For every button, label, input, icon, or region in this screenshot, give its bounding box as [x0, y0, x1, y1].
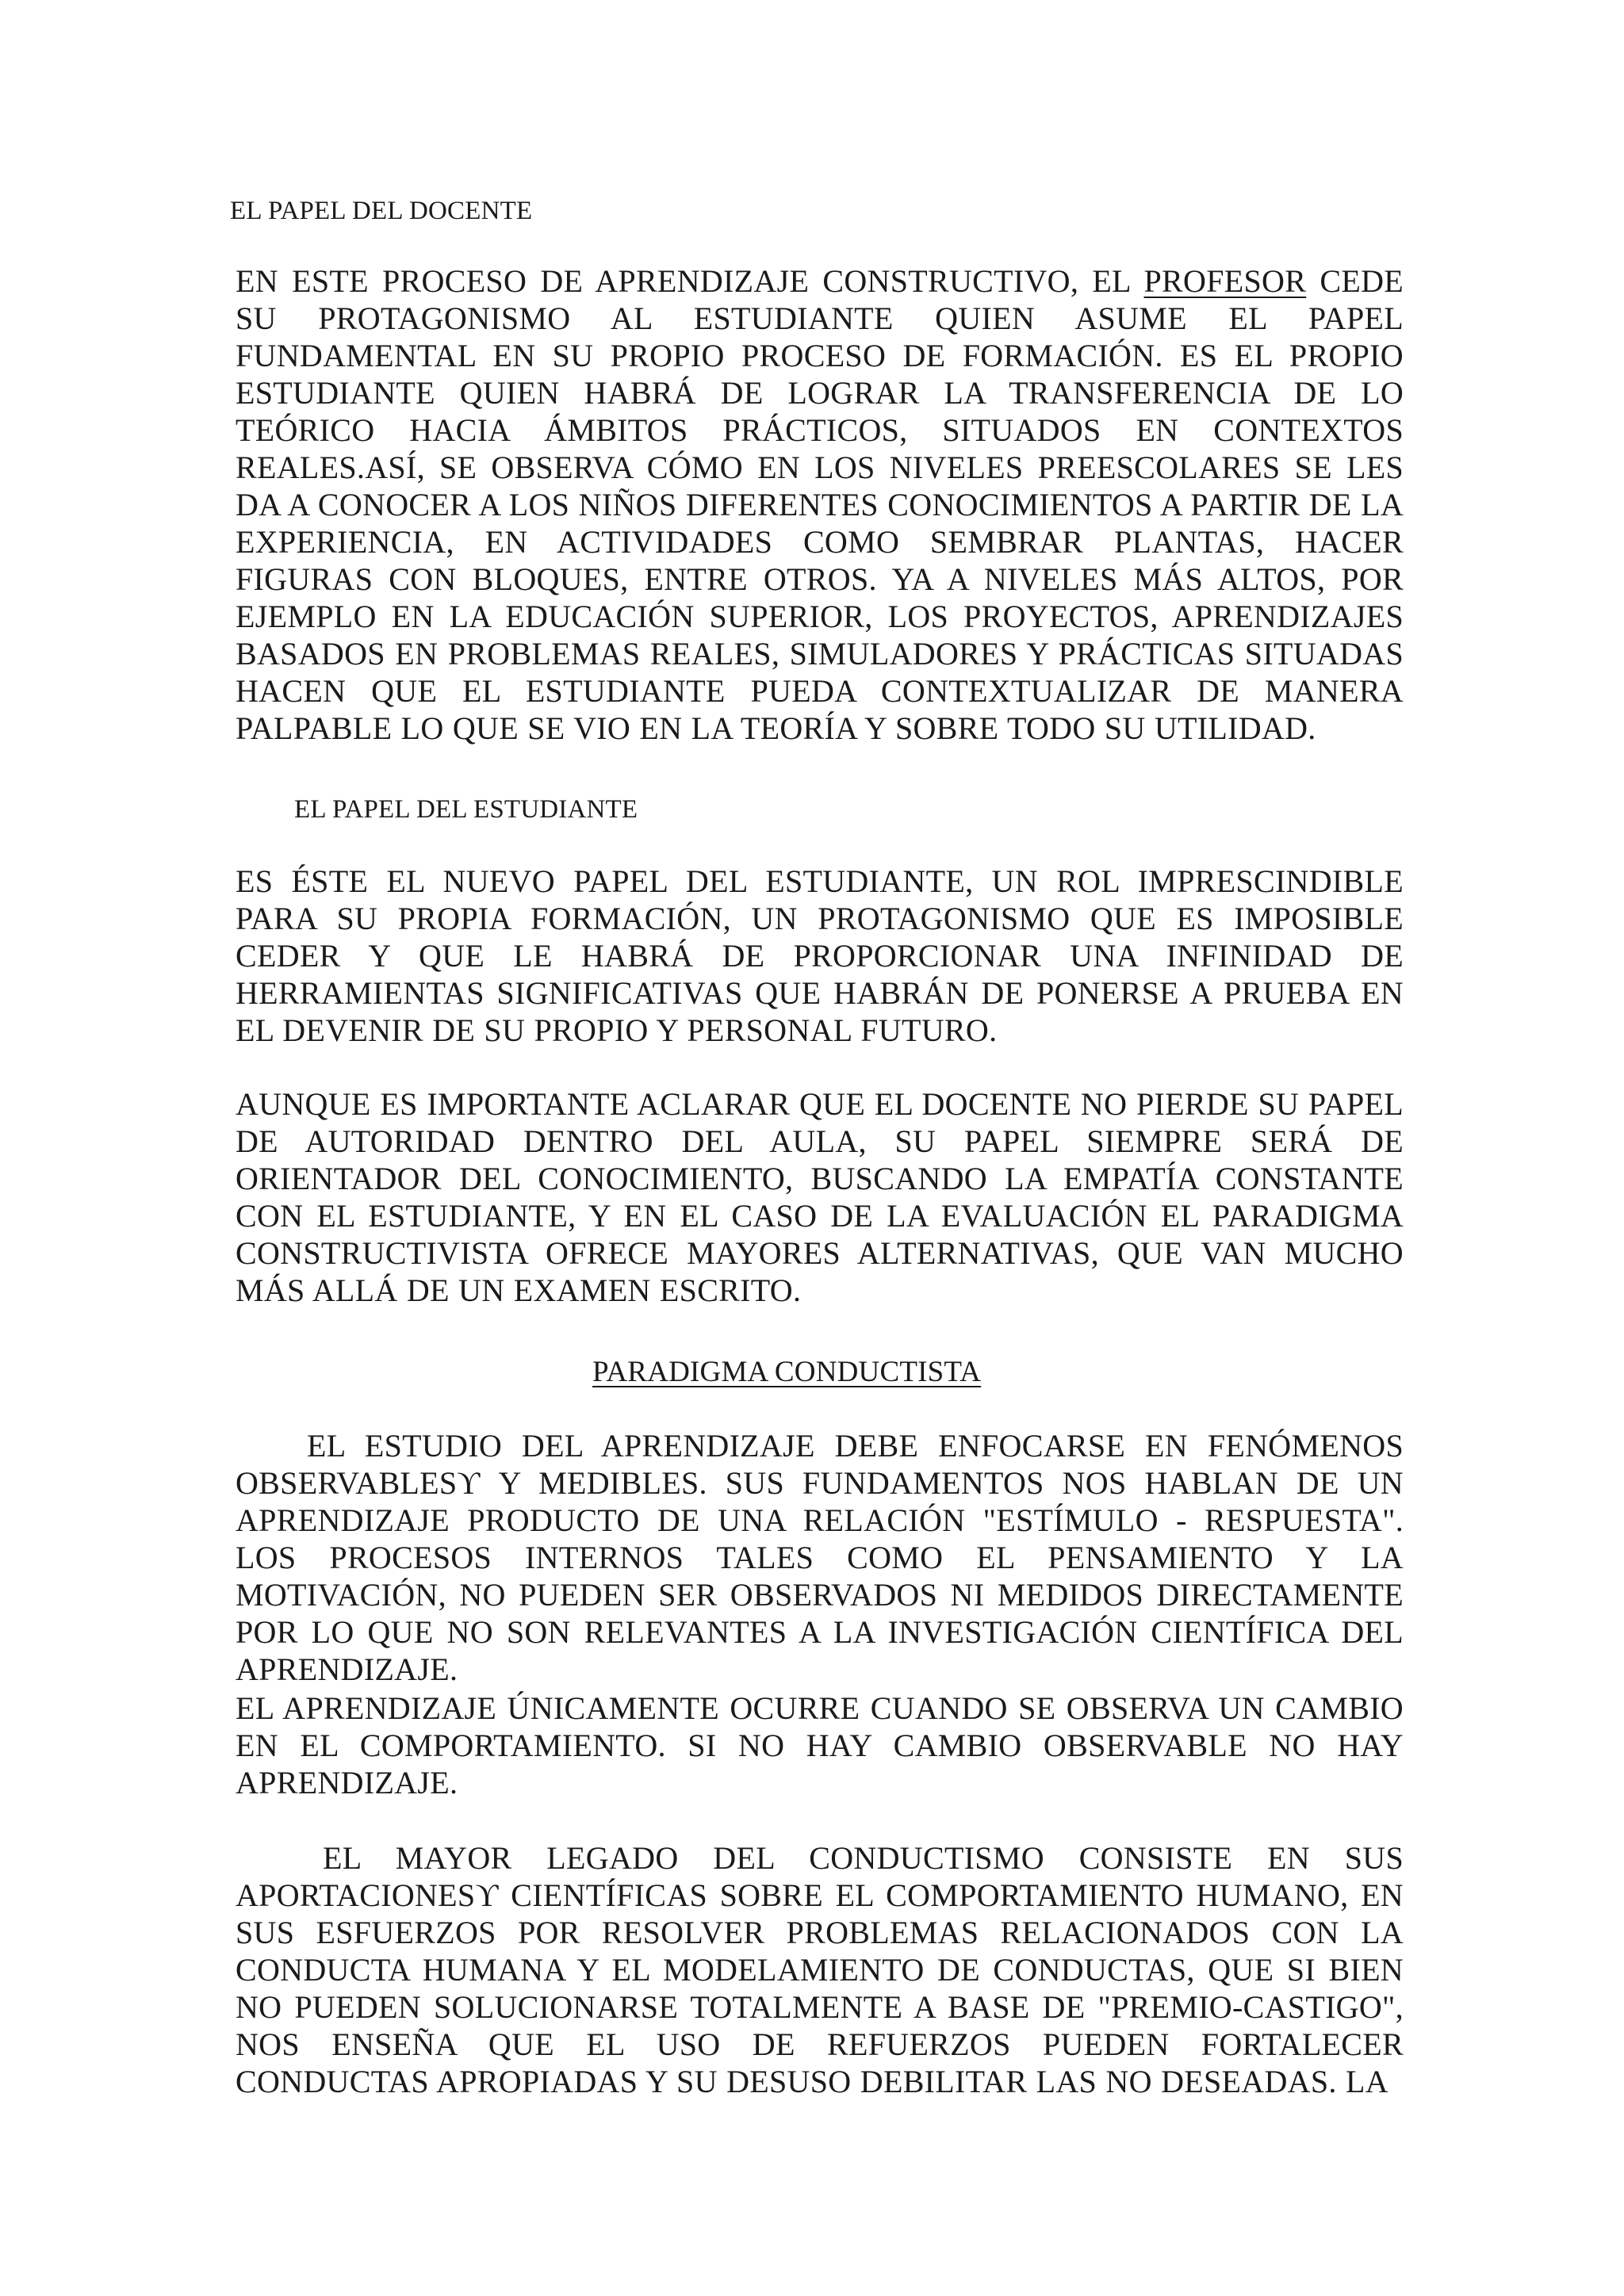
heading-papel-docente: EL PAPEL DEL DOCENTE [230, 197, 533, 225]
paragraph-cambio-comportamiento: EL APRENDIZAJE ÚNICAMENTE OCURRE CUANDO SE OBSERVA UN CAMBIO EN EL COMPORTAMIENTO. SI NO HAY CAMBIO OBSERVABLE NO HAY APRENDIZAJE. [236, 1690, 1404, 1800]
heading-paradigma-conductista: PARADIGMA CONDUCTISTA [592, 1356, 982, 1388]
paragraph-text-before-link: EN ESTE PROCESO DE APRENDIZAJE CONSTRUCTIVO, EL [236, 263, 1144, 299]
paragraph-autoridad-docente: AUNQUE ES IMPORTANTE ACLARAR QUE EL DOCENTE NO PIERDE SU PAPEL DE AUTORIDAD DENTRO DEL AULA, SU PAPEL SIEMPRE SERÁ DE ORIENTADOR DEL CONOCIMIENTO, BUSCANDO LA EMPATÍA CONSTANTE CON EL ESTUDIANTE, Y EN EL CASO DE LA EVALUACIÓN EL PARADIGMA CONSTRUCTIVISTA OFRECE MAYORES ALTERNATIVAS, QUE VAN MUCHO MÁS ALLÁ DE UN EXAMEN ESCRITO. [236, 1086, 1404, 1308]
paragraph-text-after-link: CEDE SU PROTAGONISMO AL ESTUDIANTE QUIEN ASUME EL PAPEL FUNDAMENTAL EN SU PROPIO PROCESO DE FORMACIÓN. ES EL PROPIO ESTUDIANTE QUIEN HABRÁ DE LOGRAR LA TRANSFERENCIA DE LO TEÓRICO HACIA ÁMBITOS PRÁCTICOS, SITUADOS EN CONTEXTOS REALES.ASÍ, SE OBSERVA CÓMO EN LOS NIVELES PREESCOLARES SE LES DA A CONOCER A LOS NIÑOS DIFERENTES CONOCIMIENTOS A PARTIR DE LA EXPERIENCIA, EN ACTIVIDADES COMO SEMBRAR PLANTAS, HACER FIGURAS CON BLOQUES, ENTRE OTROS. YA A NIVELES MÁS ALTOS, POR EJEMPLO EN LA EDUCACIÓN SUPERIOR, LOS PROYECTOS, APRENDIZAJES BASADOS EN PROBLEMAS REALES, SIMULADORES Y PRÁCTICAS SITUADAS HACEN QUE EL ESTUDIANTE PUEDA CONTEXTUALIZAR DE MANERA PALPABLE LO QUE SE VIO EN LA TEORÍA Y SOBRE TODO SU UTILIDAD. [236, 263, 1404, 746]
paragraph-nuevo-papel-estudiante: ES ÉSTE EL NUEVO PAPEL DEL ESTUDIANTE, UN ROL IMPRESCINDIBLE PARA SU PROPIA FORMACIÓN, UN PROTAGONISMO QUE ES IMPOSIBLE CEDER Y QUE LE HABRÁ DE PROPORCIONAR UNA INFINIDAD DE HERRAMIENTAS SIGNIFICATIVAS QUE HABRÁN DE PONERSE A PRUEBA EN EL DEVENIR DE SU PROPIO Y PERSONAL FUTURO. [236, 863, 1404, 1048]
heading-papel-estudiante: EL PAPEL DEL ESTUDIANTE [294, 795, 638, 824]
paragraph-legado-conductismo: EL MAYOR LEGADO DEL CONDUCTISMO CONSISTE EN SUS APORTACIONESϒ CIENTÍFICAS SOBRE EL COMPORTAMIENTO HUMANO, EN SUS ESFUERZOS POR RESOLVER PROBLEMAS RELACIONADOS CON LA CONDUCTA HUMANA Y EL MODELAMIENTO DE CONDUCTAS, QUE SI BIEN NO PUEDEN SOLUCIONARSE TOTALMENTE A BASE DE "PREMIO-CASTIGO", NOS ENSEÑA QUE EL USO DE REFUERZOS PUEDEN FORTALECER CONDUCTAS APROPIADAS Y SU DESUSO DEBILITAR LAS NO DESEADAS. LA [236, 1840, 1404, 2099]
paragraph-estudio-aprendizaje: EL ESTUDIO DEL APRENDIZAJE DEBE ENFOCARSE EN FENÓMENOS OBSERVABLESϒ Y MEDIBLES. SUS FUNDAMENTOS NOS HABLAN DE UN APRENDIZAJE PRODUCTO DE UNA RELACIÓN "ESTÍMULO - RESPUESTA". LOS PROCESOS INTERNOS TALES COMO EL PENSAMIENTO Y LA MOTIVACIÓN, NO PUEDEN SER OBSERVADOS NI MEDIDOS DIRECTAMENTE POR LO QUE NO SON RELEVANTES A LA INVESTIGACIÓN CIENTÍFICA DEL APRENDIZAJE. [236, 1428, 1404, 1687]
paragraph-aprendizaje-constructivo [236, 262, 1404, 747]
profesor-link[interactable]: PROFESOR [1143, 263, 1307, 299]
